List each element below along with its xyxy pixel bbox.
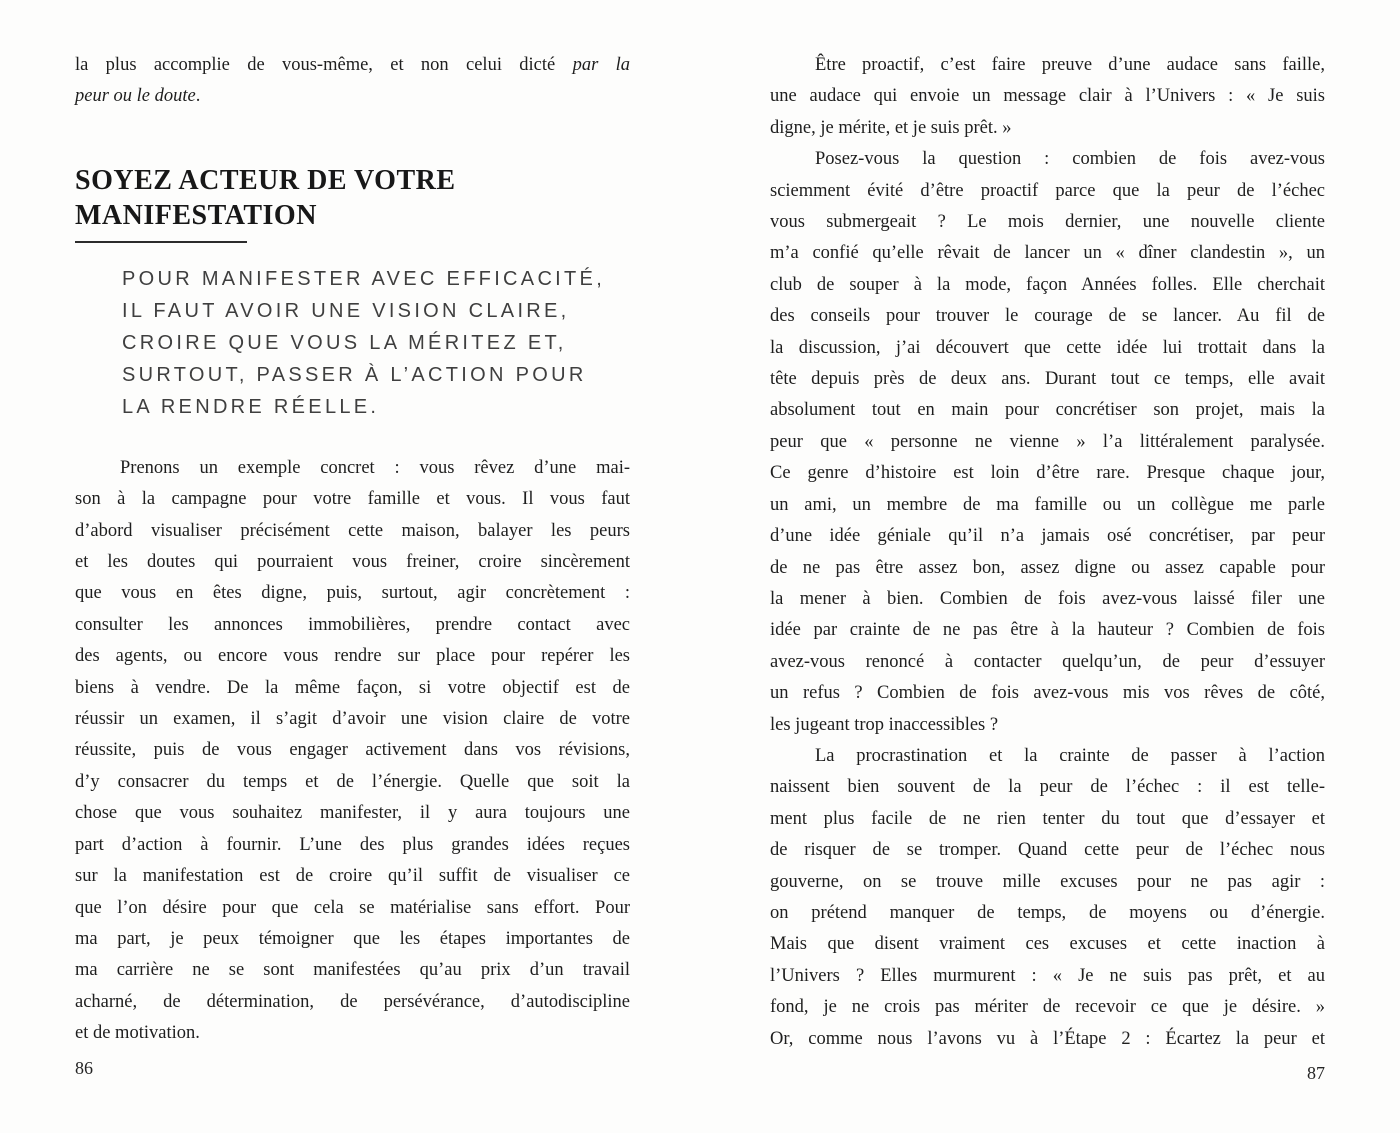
pull-quote bbox=[75, 263, 630, 423]
text-line: les jugeant trop inaccessibles ? bbox=[770, 714, 999, 735]
text-line: ment plus facile de ne rien tenter du tout que d’essayer et bbox=[770, 808, 1325, 829]
text-line: idée par crainte de ne pas être à la hauteur ? Combien de fois bbox=[770, 620, 1325, 641]
text-line: d’y consacrer du temps et de l’énergie. Quelle que soit la bbox=[75, 771, 630, 792]
section-heading bbox=[75, 163, 630, 233]
italic-text: peur ou le doute bbox=[75, 86, 196, 107]
text-line: chose que vous souhaitez manifester, il y aura toujours une bbox=[75, 803, 630, 824]
text-line: sciemment évité d’être proactif parce que la peur de l’échec bbox=[770, 180, 1325, 201]
intro-paragraph bbox=[75, 50, 630, 113]
text-line: Ce genre d’histoire est loin d’être rare. Presque chaque jour, bbox=[770, 463, 1325, 484]
text-line: absolument tout en main pour concrétiser son projet, mais la bbox=[770, 400, 1325, 421]
right-page bbox=[770, 0, 1325, 1133]
text-line: sur la manifestation est de croire qu’il suffit de visualiser ce bbox=[75, 866, 630, 887]
text-line: club de souper à la mode, façon Années folles. Elle cherchait bbox=[770, 274, 1325, 295]
text-line: Or, comme nous l’avons vu à l’Étape 2 : Écartez la peur et bbox=[770, 1028, 1325, 1049]
text-line: digne, je mérite, et je suis prêt. » bbox=[770, 117, 1012, 138]
text-line: POUR MANIFESTER AVEC EFFICACITÉ, bbox=[122, 267, 606, 290]
text-line: avez-vous renoncé à contacter quelqu’un, de peur d’essuyer bbox=[770, 651, 1325, 672]
text-line: CROIRE QUE VOUS LA MÉRITEZ ET, bbox=[122, 331, 567, 354]
left-page bbox=[75, 0, 630, 1133]
text-line: fond, je ne crois pas mériter de recevoir ce que je désire. » bbox=[770, 997, 1325, 1018]
text-line: tête depuis près de deux ans. Durant tout ce temps, elle avait bbox=[770, 369, 1325, 390]
text-line: d’une idée géniale qu’il n’a jamais osé concrétiser, par peur bbox=[770, 526, 1325, 547]
text-line: IL FAUT AVOIR UNE VISION CLAIRE, bbox=[122, 299, 570, 322]
text-line: SOYEZ ACTEUR DE VOTRE bbox=[75, 164, 456, 196]
text-line: ma carrière ne se sont manifestées qu’au prix d’un travail bbox=[75, 960, 630, 981]
text-line: on prétend manquer de temps, de moyens ou d’énergie. bbox=[770, 902, 1325, 923]
text-line: que vous en êtes digne, puis, surtout, agir concrètement : bbox=[75, 583, 630, 604]
text-line: gouverne, on se trouve mille excuses pour ne pas agir : bbox=[770, 871, 1325, 892]
text-line: un ami, un membre de ma famille ou un collègue me parle bbox=[770, 494, 1325, 515]
text-line: naissent bien souvent de la peur de l’échec : il est telle- bbox=[770, 777, 1325, 798]
text-line: vous submergeait ? Le mois dernier, une nouvelle cliente bbox=[770, 212, 1325, 233]
text-line bbox=[75, 50, 630, 81]
text-line: et de motivation. bbox=[75, 1023, 200, 1044]
text-line: d’abord visualiser précisément cette maison, balayer les peurs bbox=[75, 520, 630, 541]
text-line: une audace qui envoie un message clair à l’Univers : « Je suis bbox=[770, 86, 1325, 107]
text-line: de risquer de se tromper. Quand cette peur de l’échec nous bbox=[770, 840, 1325, 861]
text-line: que l’on désire pour que cela se matérialise sans effort. Pour bbox=[75, 897, 630, 918]
text-line: et les doutes qui pourraient vous freiner, croire sincèrement bbox=[75, 552, 630, 573]
body-paragraph bbox=[770, 144, 1325, 741]
regular-text: . bbox=[195, 86, 201, 107]
text-line: la discussion, j’ai découvert que cette idée lui trottait dans la bbox=[770, 337, 1325, 358]
text-line bbox=[75, 81, 630, 112]
text-line: m’a confié qu’elle rêvait de lancer un « dîner clandestin », un bbox=[770, 243, 1325, 264]
page-number-right: 87 bbox=[1307, 1063, 1325, 1083]
text-line: part d’action à fournir. L’une des plus grandes idées reçues bbox=[75, 834, 630, 855]
text-line: réussite, puis de vous engager activement dans vos révisions, bbox=[75, 740, 630, 761]
text-line: acharné, de détermination, de persévérance, d’autodiscipline bbox=[75, 991, 630, 1012]
body-paragraph bbox=[770, 741, 1325, 1055]
text-line: consulter les annonces immobilières, prendre contact avec bbox=[75, 614, 630, 635]
page-number-left: 86 bbox=[75, 1057, 93, 1078]
text-line: la mener à bien. Combien de fois avez-vous laissé filer une bbox=[770, 588, 1325, 609]
text-line: ma part, je peux témoigner que les étapes importantes de bbox=[75, 928, 630, 949]
text-line: peur que « personne ne vienne » l’a littéralement paralysée. bbox=[770, 431, 1325, 452]
regular-text: la plus accomplie de vous-même, et non celui dicté bbox=[75, 55, 573, 75]
text-line: Mais que disent vraiment ces excuses et cette inaction à bbox=[770, 934, 1325, 955]
text-line: biens à vendre. De la même façon, si votre objectif est de bbox=[75, 677, 630, 698]
text-line: réussir un examen, il s’agit d’avoir une vision claire de votre bbox=[75, 709, 630, 730]
text-line: La procrastination et la crainte de passer à l’action bbox=[815, 745, 1325, 766]
text-line: son à la campagne pour votre famille et vous. Il vous faut bbox=[75, 489, 630, 510]
text-line: un refus ? Combien de fois avez-vous mis vos rêves de côté, bbox=[770, 683, 1325, 704]
text-line: de ne pas être assez bon, assez digne ou assez capable pour bbox=[770, 557, 1325, 578]
text-line: MANIFESTATION bbox=[75, 199, 317, 231]
text-line: des conseils pour trouver le courage de se lancer. Au fil de bbox=[770, 306, 1325, 327]
body-paragraph bbox=[770, 50, 1325, 144]
text-line: des agents, ou encore vous rendre sur place pour repérer les bbox=[75, 646, 630, 667]
text-line: Posez-vous la question : combien de fois avez-vous bbox=[815, 149, 1325, 170]
text-line: Prenons un exemple concret : vous rêvez d’une mai- bbox=[120, 457, 630, 478]
heading-underline bbox=[75, 241, 247, 243]
body-paragraph bbox=[75, 453, 630, 1050]
text-line: l’Univers ? Elles murmurent : « Je ne suis pas prêt, et au bbox=[770, 965, 1325, 986]
text-line: LA RENDRE RÉELLE. bbox=[122, 395, 380, 418]
text-line: Être proactif, c’est faire preuve d’une audace sans faille, bbox=[815, 55, 1325, 75]
italic-text: par la bbox=[572, 55, 630, 75]
text-line: SURTOUT, PASSER À L’ACTION POUR bbox=[122, 363, 587, 386]
